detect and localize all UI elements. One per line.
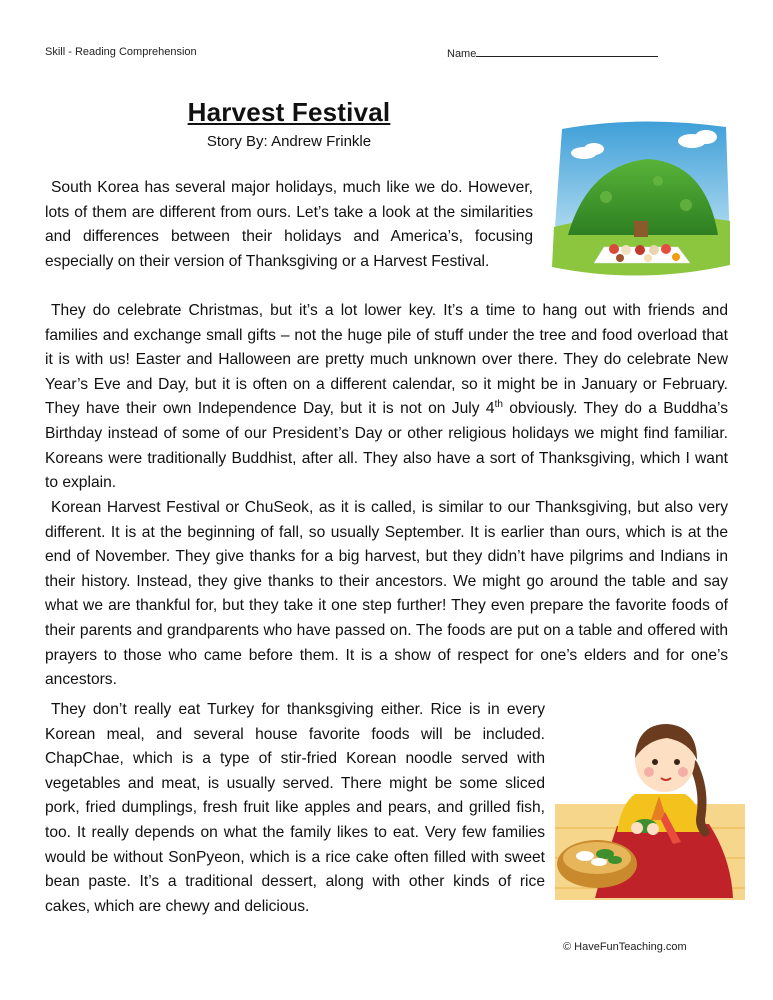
paragraph-4: They don’t really eat Turkey for thanksgiving either. Rice is in every Korean meal, and several house favorite foods will be included. ChapChae, which is a type of stir-fried Korean noodle served with vegetables and meat, is usually served. There might be some sliced pork, fried dumplings, fresh fruit like apples and pears, and grilled fish, too. It really depends on what the family likes to eat. Very few families would be without SonPyeon, which is a rice cake often filled with sweet bean paste. It’s a traditional dessert, along with other kinds of rice cakes, which are chewy and delicious. bbox=[45, 701, 545, 915]
harvest-hill-offering-table-icon bbox=[548, 117, 732, 281]
paragraph-2-text-b: obviously. They do a Buddha’s Birthday instead of some of our President’s Day or other religious holidays we might find familiar. Koreans were traditionally Buddhist, after all. They also have a sort of Thanksgiving, which I want to explain. bbox=[45, 400, 728, 492]
skill-label: Skill - Reading Comprehension bbox=[45, 46, 197, 58]
paragraph-1: South Korea has several major holidays, much like we do. However, lots of them are different from ours. Let’s take a look at the similarities and differences between their holidays and America’s, focusing especially on their version of Thanksgiving or a Harvest Festival. bbox=[45, 179, 533, 270]
paragraph-3: Korean Harvest Festival or ChuSeok, as it is called, is similar to our Thanksgiving, but also very different. It is at the beginning of fall, so usually September. It is earlier than ours, which is at the end of November. They give thanks for a big harvest, but they didn’t have pilgrims and Indians in their history. Instead, they give thanks to their ancestors. We might go around the table and say what we are thankful for, but they take it one step further! They even prepare the favorite foods of their parents and grandparents who have passed on. The foods are put on a table and offered with prayers to those who came before them. It is a show of respect for one’s elders and for one’s ancestors. bbox=[45, 499, 728, 689]
story-byline: Story By: Andrew Frinkle bbox=[206, 133, 372, 150]
paragraph-2 bbox=[45, 299, 728, 496]
superscript-th: th bbox=[494, 399, 503, 411]
name-label: Name bbox=[447, 48, 477, 60]
copyright-footer: © HaveFunTeaching.com bbox=[563, 941, 687, 953]
girl-in-hanbok-with-rice-cakes-icon bbox=[555, 708, 745, 900]
name-field[interactable] bbox=[447, 46, 658, 60]
name-underline bbox=[476, 46, 658, 57]
paragraph-2-text-a: They do celebrate Christmas, but it’s a lot lower key. It’s a time to hang out with friends and families and exchange small gifts – not the huge pile of stuff under the tree and food overload that it is with us! Easter and Halloween are pretty much unknown over there. They do celebrate New Year’s Eve and Day, but it is often on a different calendar, so it might be in January or February. They have their own Independence Day, but it is not on July 4 bbox=[45, 302, 728, 418]
story-title: Harvest Festival bbox=[187, 97, 391, 127]
